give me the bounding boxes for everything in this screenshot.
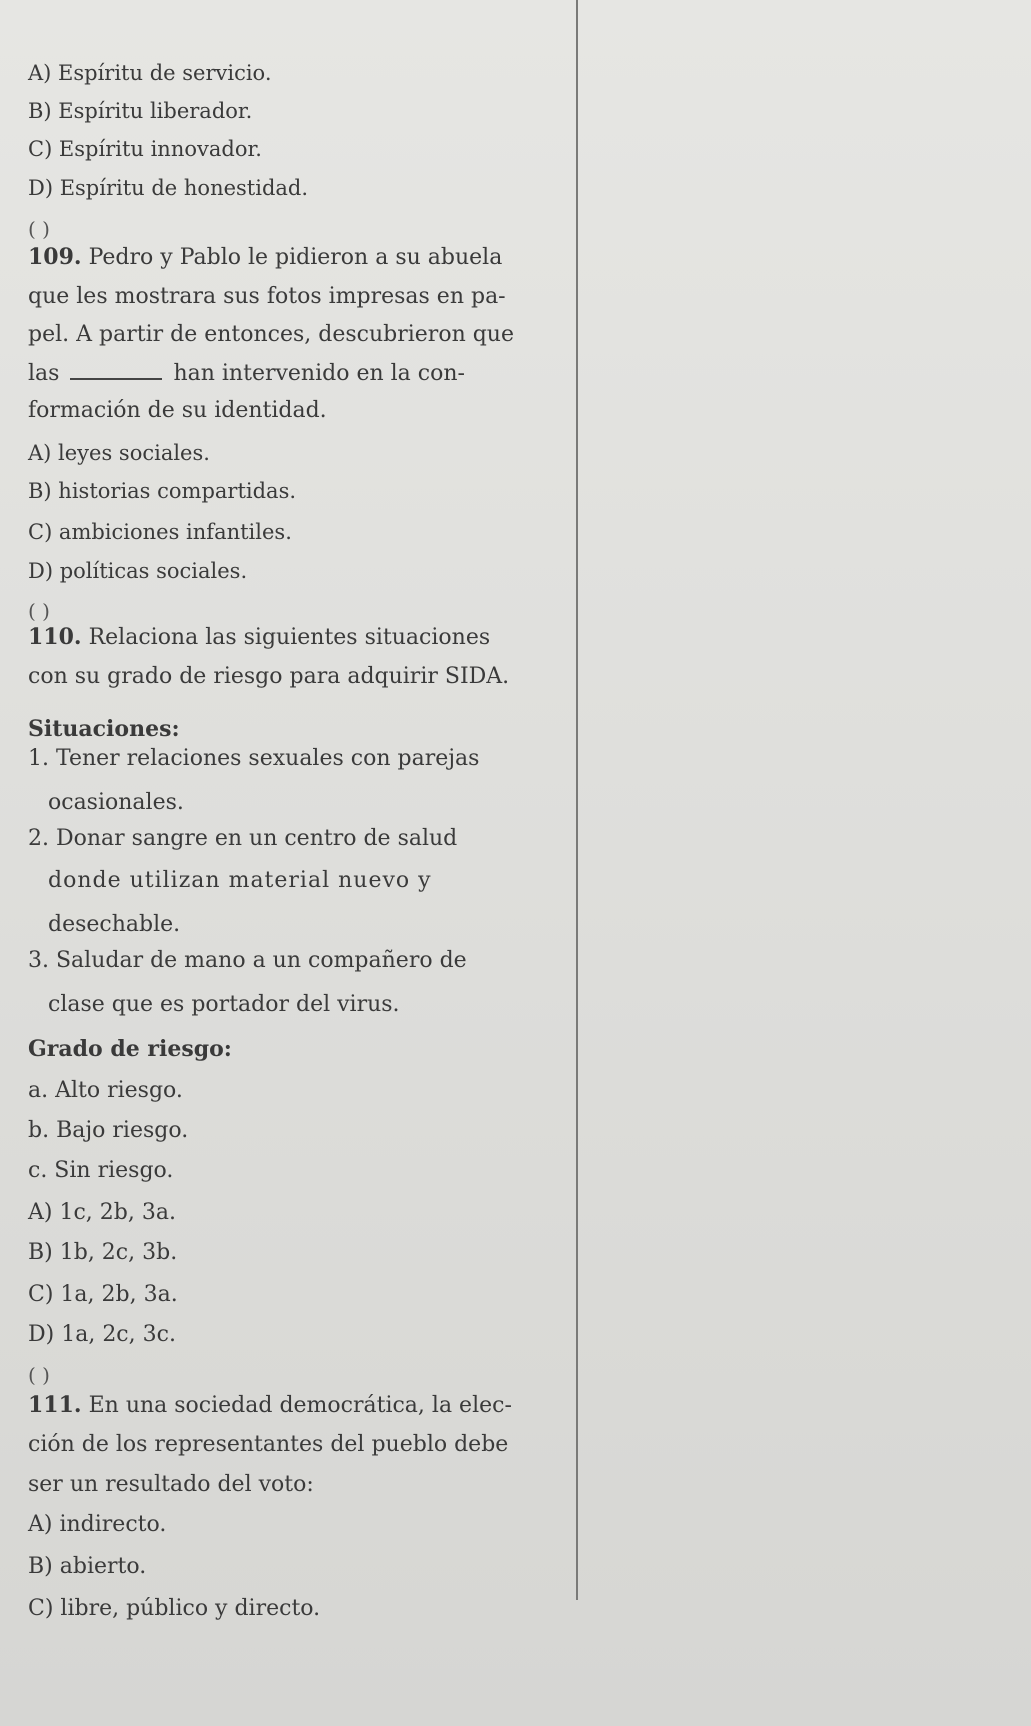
option-c: C) Espíritu innovador. [28, 137, 262, 161]
situation-2: 2. Donar sangre en un centro de salud [28, 826, 458, 851]
option-d: D) Espíritu de honestidad. [28, 176, 309, 200]
question-109-line-5: formación de su identidad. [28, 398, 327, 423]
question-109-line-2: que les mostrara sus fotos impresas en pa- [28, 284, 506, 309]
question-111-line-3: ser un resultado del voto: [28, 1472, 314, 1497]
answer-box-111[interactable]: ( ) [28, 1363, 50, 1387]
option-a: A) indirecto. [28, 1512, 167, 1537]
question-number: 111. [28, 1392, 82, 1418]
question-109-line-1 [28, 244, 502, 271]
question-text: Pedro y Pablo le pidieron a su abuela [88, 245, 503, 270]
option-b: B) abierto. [28, 1554, 147, 1579]
question-text: En una sociedad democrática, la elec- [88, 1393, 512, 1418]
blank-suffix: han intervenido en la con- [173, 361, 465, 386]
option-c: C) 1a, 2b, 3a. [28, 1282, 178, 1307]
answer-box-109[interactable]: ( ) [28, 217, 50, 241]
option-c: C) libre, público y directo. [28, 1596, 321, 1621]
question-number: 110. [28, 624, 82, 650]
risk-c: c. Sin riesgo. [28, 1158, 174, 1183]
option-a: A) Espíritu de servicio. [28, 61, 272, 85]
risk-heading: Grado de riesgo: [28, 1036, 232, 1062]
answer-box-110[interactable]: ( ) [28, 599, 50, 623]
situation-2-cont: donde utilizan material nuevo y [48, 868, 432, 893]
fill-in-blank[interactable] [70, 360, 162, 380]
question-number: 109. [28, 244, 82, 270]
situation-3-cont: clase que es portador del virus. [48, 992, 400, 1017]
situation-3: 3. Saludar de mano a un compañero de [28, 948, 467, 973]
option-b: B) 1b, 2c, 3b. [28, 1240, 178, 1265]
question-109-line-3: pel. A partir de entonces, descubrieron que [28, 322, 514, 347]
situations-heading: Situaciones: [28, 716, 180, 742]
question-111-line-2: ción de los representantes del pueblo debe [28, 1432, 509, 1457]
option-b: B) historias compartidas. [28, 479, 297, 503]
blank-prefix: las [28, 361, 60, 386]
column-divider [576, 0, 578, 1600]
question-110-line-2: con su grado de riesgo para adquirir SIDA. [28, 664, 510, 689]
question-109-blank-line [28, 360, 465, 387]
question-111-line-1 [28, 1392, 512, 1419]
risk-a: a. Alto riesgo. [28, 1078, 183, 1103]
option-c: C) ambiciones infantiles. [28, 520, 292, 544]
option-a: A) 1c, 2b, 3a. [28, 1200, 176, 1225]
question-text: Relaciona las siguientes situaciones [88, 625, 491, 650]
risk-b: b. Bajo riesgo. [28, 1118, 189, 1143]
situation-2-cont: desechable. [48, 912, 181, 937]
option-b: B) Espíritu liberador. [28, 99, 253, 123]
situation-1: 1. Tener relaciones sexuales con parejas [28, 746, 480, 771]
option-d: D) 1a, 2c, 3c. [28, 1322, 176, 1347]
situation-1-cont: ocasionales. [48, 790, 184, 815]
option-d: D) políticas sociales. [28, 559, 248, 583]
question-110-line-1 [28, 624, 490, 651]
option-a: A) leyes sociales. [28, 441, 210, 465]
